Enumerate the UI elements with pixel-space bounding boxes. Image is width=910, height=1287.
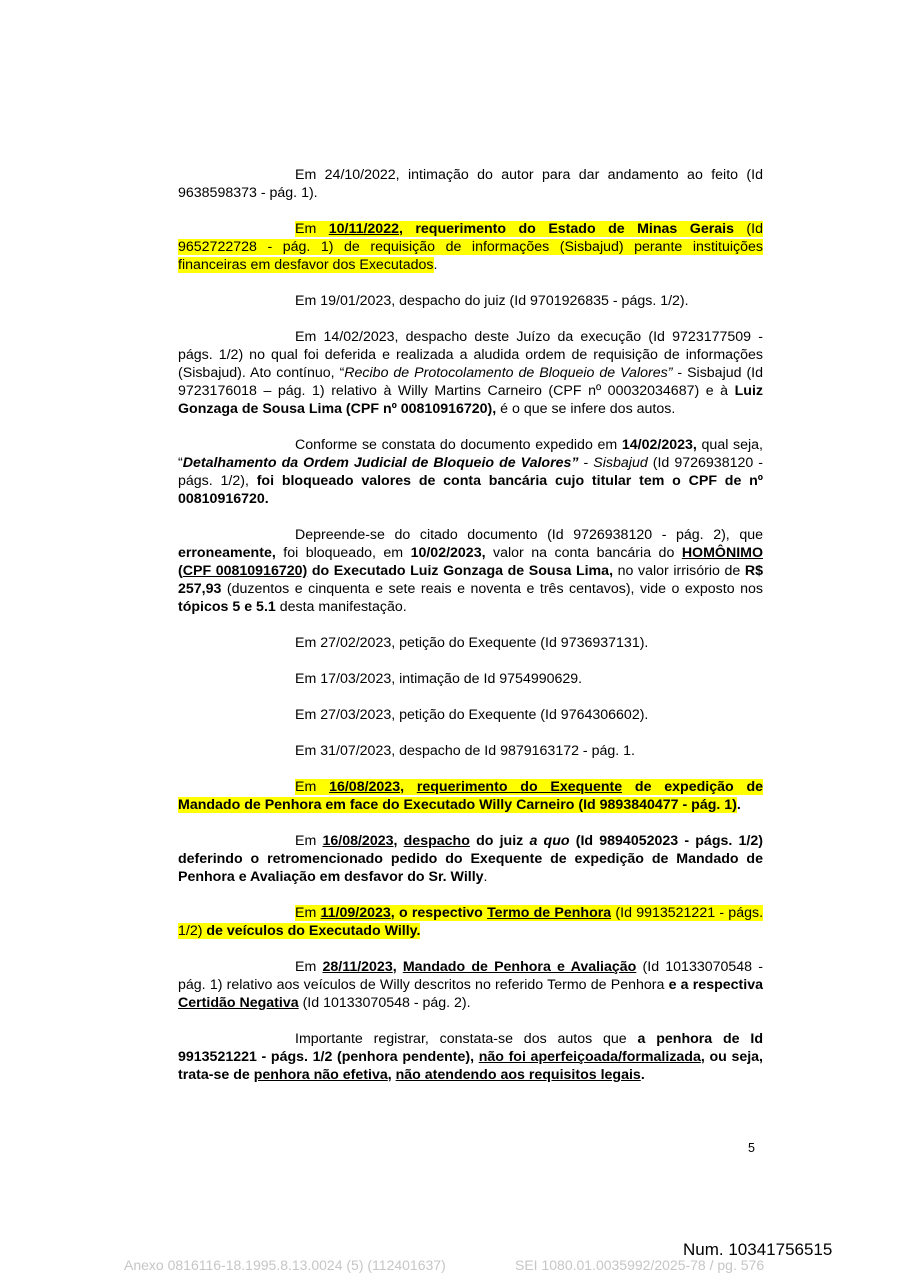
text-segment: e a respectiva <box>668 977 763 993</box>
text-segment: , <box>392 959 403 975</box>
text-segment: Em 17/03/2023, intimação de Id 9754990629. <box>295 671 583 687</box>
paragraph-4 <box>178 328 763 418</box>
text-segment: Em 27/03/2023, petição do Exequente (Id 9764306602). <box>295 707 649 723</box>
text-segment: Luiz Gonzaga de Sousa Lima (CPF nº 00810916720), <box>178 383 763 417</box>
text-segment: . <box>433 257 438 273</box>
document-number-stamp: Num. 10341756515 <box>683 1240 833 1259</box>
text-segment: a quo <box>529 833 570 849</box>
text-segment: Em <box>295 959 323 975</box>
text-segment: CPF 00810916720) <box>182 563 308 579</box>
text-segment: Em 24/10/2022, intimação do autor para dar andamento ao feito (Id 9638598373 - pág. 1). <box>178 167 763 201</box>
text-segment: Em 19/01/2023, despacho do juiz (Id 9701926835 - págs. 1/2). <box>295 293 689 309</box>
paragraph-2 <box>178 220 763 274</box>
text-segment: Importante registrar, constata-se dos autos que <box>295 1031 638 1047</box>
text-segment: Sisbajud <box>593 455 648 471</box>
text-segment: Detalhamento da Ordem Judicial de Bloqueio de Valores” <box>182 455 579 471</box>
text-segment: 10/11/2022 <box>328 221 399 237</box>
text-segment: Em <box>295 221 329 237</box>
paragraph-5 <box>178 436 763 508</box>
text-segment: no valor irrisório de <box>613 563 745 579</box>
text-segment: (Id 9652722728 - pág. 1) de requisição de informações (Sisbajud) perante instituições financeiras em desfavor dos Executados <box>178 221 763 273</box>
text-segment: penhora não efetiva <box>253 1067 388 1083</box>
text-segment: (Id 9894052023 - págs. 1/2) deferindo o retromencionado pedido do Exequente de expedição de Mandado de Penhora e Avaliação em desfavor do Sr. Willy <box>178 833 763 885</box>
text-segment: (Id 10133070548 - pág. 1) relativo aos veículos de Willy descritos no referido Termo de Penhora <box>178 959 763 993</box>
text-segment: erroneamente, <box>178 545 276 561</box>
text-segment: Em <box>295 833 323 849</box>
text-segment: Depreende-se do citado documento (Id 9726938120 - pág. 2), que <box>295 527 763 543</box>
text-segment: Em <box>295 779 330 795</box>
paragraph-14 <box>178 958 763 1012</box>
paragraph-6 <box>178 526 763 616</box>
text-segment: Conforme se constata do documento expedido em <box>295 437 622 453</box>
text-segment: (duzentos e cinquenta e sete reais e noventa e três centavos), vide o exposto nos <box>221 581 763 597</box>
text-segment: foi bloqueado valores de conta bancária cujo titular tem o CPF de nº 00810916720. <box>178 473 763 507</box>
text-segment: , o respectivo <box>390 905 488 921</box>
text-segment: Certidão Negativa <box>178 995 299 1011</box>
text-segment: , requerimento do Estado de Minas Gerais <box>398 221 734 237</box>
text-segment: , <box>387 1067 396 1083</box>
footer-sei-reference: SEI 1080.01.0035992/2025-78 / pg. 576 <box>515 1257 765 1273</box>
text-segment: de expedição de Mandado de Penhora em face do Executado Willy Carneiro (Id 9893840477 - pág. 1) <box>178 779 763 813</box>
text-segment: . <box>483 869 488 885</box>
text-segment: , <box>400 779 417 795</box>
text-segment: não atendendo aos requisitos legais <box>395 1067 641 1083</box>
text-segment: é o que se infere dos autos. <box>496 401 676 417</box>
text-segment: tópicos 5 e 5.1 <box>178 599 276 615</box>
text-segment: . <box>736 797 741 813</box>
text-segment: R$ 257,93 <box>178 563 763 597</box>
text-segment: 14/02/2023, <box>621 437 697 453</box>
page-number: 5 <box>748 1141 755 1155</box>
paragraph-8 <box>178 670 763 688</box>
text-segment: Em 14/02/2023, despacho deste Juízo da execução (Id 9723177509 - págs. 1/2) no qual foi deferida e realizada a aludida ordem de requisição de informações (Sisbajud). Ato contínuo, “ <box>178 329 763 381</box>
text-segment: (Id 9726938120 - págs. 1/2), <box>178 455 764 489</box>
paragraph-1 <box>178 166 763 202</box>
paragraph-10 <box>178 742 763 760</box>
text-segment: . <box>640 1067 645 1083</box>
paragraph-11 <box>178 778 763 814</box>
paragraph-15 <box>178 1030 763 1084</box>
text-segment: Recibo de Protocolamento de Bloqueio de Valores” <box>344 365 673 381</box>
paragraph-7 <box>178 634 763 652</box>
paragraph-13 <box>178 904 763 940</box>
text-segment: a penhora de Id 9913521221 - págs. 1/2 (penhora pendente), <box>178 1031 763 1065</box>
text-segment: , <box>393 833 404 849</box>
text-segment: (Id 10133070548 - pág. 2). <box>298 995 471 1011</box>
text-segment: - <box>578 455 594 471</box>
text-segment: Em <box>295 905 321 921</box>
text-segment: foi bloqueado, em <box>275 545 411 561</box>
text-segment: do Executado Luiz Gonzaga de Sousa Lima, <box>307 563 614 579</box>
text-segment: HOMÔNIMO <box>681 545 763 561</box>
text-segment: Em 31/07/2023, despacho de Id 9879163172 - pág. 1. <box>295 743 635 759</box>
paragraph-12 <box>178 832 763 886</box>
text-segment: ( <box>178 563 183 579</box>
text-segment: Mandado de Penhora e Avaliação <box>402 959 637 975</box>
text-segment: do juiz <box>469 833 530 849</box>
footer-annex-reference: Anexo 0816116-18.1995.8.13.0024 (5) (112401637) <box>124 1257 446 1273</box>
paragraph-9 <box>178 706 763 724</box>
text-segment: desta manifestação. <box>275 599 407 615</box>
text-segment: 10/02/2023, <box>410 545 486 561</box>
text-segment: , ou seja, trata-se de <box>178 1049 763 1083</box>
text-segment: 16/08/2023 <box>322 833 394 849</box>
text-segment: requerimento do Exequente <box>416 779 623 795</box>
text-segment: - Sisbajud (Id 9723176018 – pág. 1) relativo à Willy Martins Carneiro (CPF nº 00032034687) e à <box>178 365 764 399</box>
text-segment: Termo de Penhora <box>487 905 612 921</box>
text-segment: qual seja, “ <box>178 437 763 471</box>
text-segment: Em 27/02/2023, petição do Exequente (Id 9736937131). <box>295 635 649 651</box>
document-body <box>178 166 763 1102</box>
text-segment: 11/09/2023 <box>320 905 391 921</box>
paragraph-3 <box>178 292 763 310</box>
text-segment: valor na conta bancária do <box>485 545 682 561</box>
text-segment: 16/08/2023 <box>329 779 401 795</box>
text-segment: despacho <box>403 833 470 849</box>
text-segment: não foi aperfeiçoada/formalizada <box>478 1049 701 1065</box>
text-segment: (Id 9913521221 - págs. 1/2) <box>178 905 764 939</box>
text-segment: 28/11/2023 <box>322 959 393 975</box>
text-segment: de veículos do Executado Willy. <box>206 923 421 939</box>
